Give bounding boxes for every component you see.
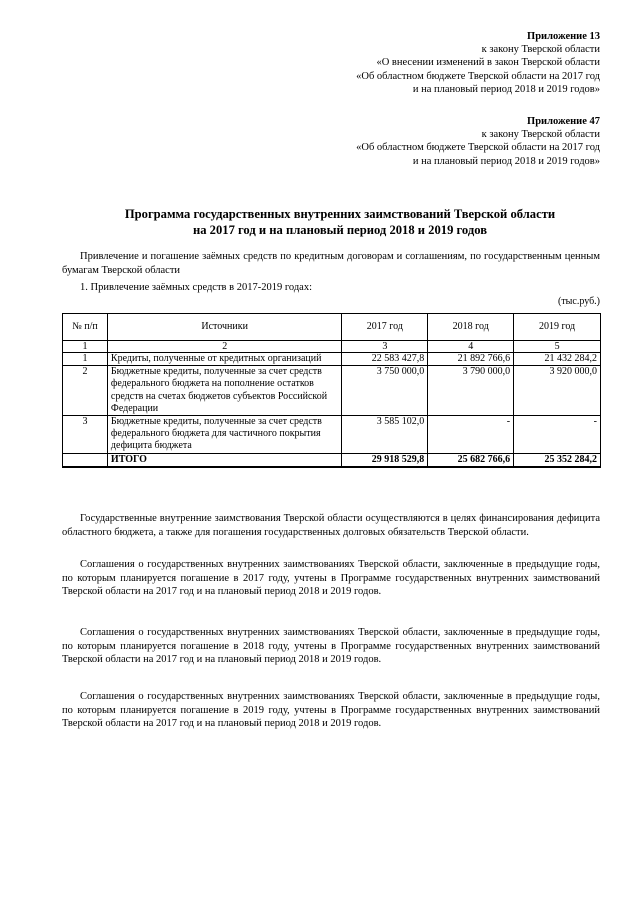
row-2019: - xyxy=(514,416,601,454)
colnum: 1 xyxy=(63,341,108,353)
unit-label: (тыс.руб.) xyxy=(557,296,600,307)
appendix-47-line: и на плановый период 2018 и 2019 годов» xyxy=(412,155,600,167)
appendix-47-block xyxy=(356,115,600,168)
borrowings-table xyxy=(62,313,601,468)
row-number: 3 xyxy=(63,416,108,454)
total-empty-cell xyxy=(63,453,108,467)
row-source: Бюджетные кредиты, полученные за счет средств федерального бюджета на пополнение остатков средств на счетах бюджетов субъектов Российской Федерации xyxy=(107,366,342,416)
paragraph-purpose: Государственные внутренние заимствования Тверской области осуществляются в целях финансирования дефицита областного бюджета, а также для погашения государственных долговых обязательств Тверской области. xyxy=(62,513,600,538)
row-2018: 21 892 766,6 xyxy=(428,353,514,366)
colnum: 3 xyxy=(342,341,428,353)
total-row xyxy=(63,453,601,467)
header-number: № п/п xyxy=(63,314,108,341)
appendix-13-line: «О внесении изменений в закон Тверской области xyxy=(376,57,600,69)
header-2019: 2019 год xyxy=(514,314,601,341)
colnum: 2 xyxy=(107,341,342,353)
total-2019: 25 352 284,2 xyxy=(514,453,601,467)
paragraph-2017: Соглашения о государственных внутренних заимствованиях Тверской области, заключенные в предыдущие годы, по которым планируется погашение в 2017 году, учтены в Программе государственных внутренних заимствований Тверской области на 2017 год и на плановый период 2018 и 2019 годов. xyxy=(62,559,600,598)
colnum: 4 xyxy=(428,341,514,353)
table-row xyxy=(63,366,601,416)
intro-paragraph: Привлечение и погашение заёмных средств по кредитным договорам и соглашениям, по государственным ценным бумагам Тверской области xyxy=(62,251,600,276)
appendix-13-block xyxy=(356,30,600,96)
total-2018: 25 682 766,6 xyxy=(428,453,514,467)
column-number-row xyxy=(63,341,601,353)
table-header-row xyxy=(63,314,601,341)
total-label: ИТОГО xyxy=(107,453,342,467)
header-2017: 2017 год xyxy=(342,314,428,341)
row-source: Бюджетные кредиты, полученные за счет средств федерального бюджета для частичного покрытия дефицита бюджета xyxy=(107,416,342,454)
row-2017: 22 583 427,8 xyxy=(342,353,428,366)
row-number: 1 xyxy=(63,353,108,366)
paragraph-2018: Соглашения о государственных внутренних заимствованиях Тверской области, заключенные в предыдущие годы, по которым планируется погашение в 2018 году, учтены в Программе государственных внутренних заимствований Тверской области на 2017 год и на плановый период 2018 и 2019 годов. xyxy=(62,627,600,666)
appendix-13-line: к закону Тверской области xyxy=(481,44,600,56)
appendix-47-title: Приложение 47 xyxy=(527,116,600,127)
row-2018: - xyxy=(428,416,514,454)
section-1-heading: 1. Привлечение заёмных средств в 2017-2019 годах: xyxy=(80,282,313,293)
table-row xyxy=(63,353,601,366)
appendix-47-line: к закону Тверской области xyxy=(481,129,600,141)
document-title xyxy=(60,206,620,238)
paragraph-2019: Соглашения о государственных внутренних заимствованиях Тверской области, заключенные в предыдущие годы, по которым планируется погашение в 2019 году, учтены в Программе государственных внутренних заимствований Тверской области на 2017 год и на плановый период 2018 и 2019 годов. xyxy=(62,691,600,730)
row-2019: 21 432 284,2 xyxy=(514,353,601,366)
header-2018: 2018 год xyxy=(428,314,514,341)
appendix-47-line: «Об областном бюджете Тверской области на 2017 год xyxy=(356,142,600,154)
appendix-13-title: Приложение 13 xyxy=(527,31,600,42)
header-source: Источники xyxy=(107,314,342,341)
row-2018: 3 790 000,0 xyxy=(428,366,514,416)
title-line-2: на 2017 год и на плановый период 2018 и 2019 годов xyxy=(192,223,488,237)
row-2019: 3 920 000,0 xyxy=(514,366,601,416)
total-2017: 29 918 529,8 xyxy=(342,453,428,467)
title-line-1: Программа государственных внутренних заимствований Тверской области xyxy=(124,207,556,221)
appendix-13-line: и на плановый период 2018 и 2019 годов» xyxy=(412,83,600,95)
colnum: 5 xyxy=(514,341,601,353)
row-source: Кредиты, полученные от кредитных организаций xyxy=(107,353,342,366)
row-2017: 3 750 000,0 xyxy=(342,366,428,416)
appendix-13-line: «Об областном бюджете Тверской области на 2017 год xyxy=(356,70,600,82)
row-2017: 3 585 102,0 xyxy=(342,416,428,454)
table-row xyxy=(63,416,601,454)
row-number: 2 xyxy=(63,366,108,416)
